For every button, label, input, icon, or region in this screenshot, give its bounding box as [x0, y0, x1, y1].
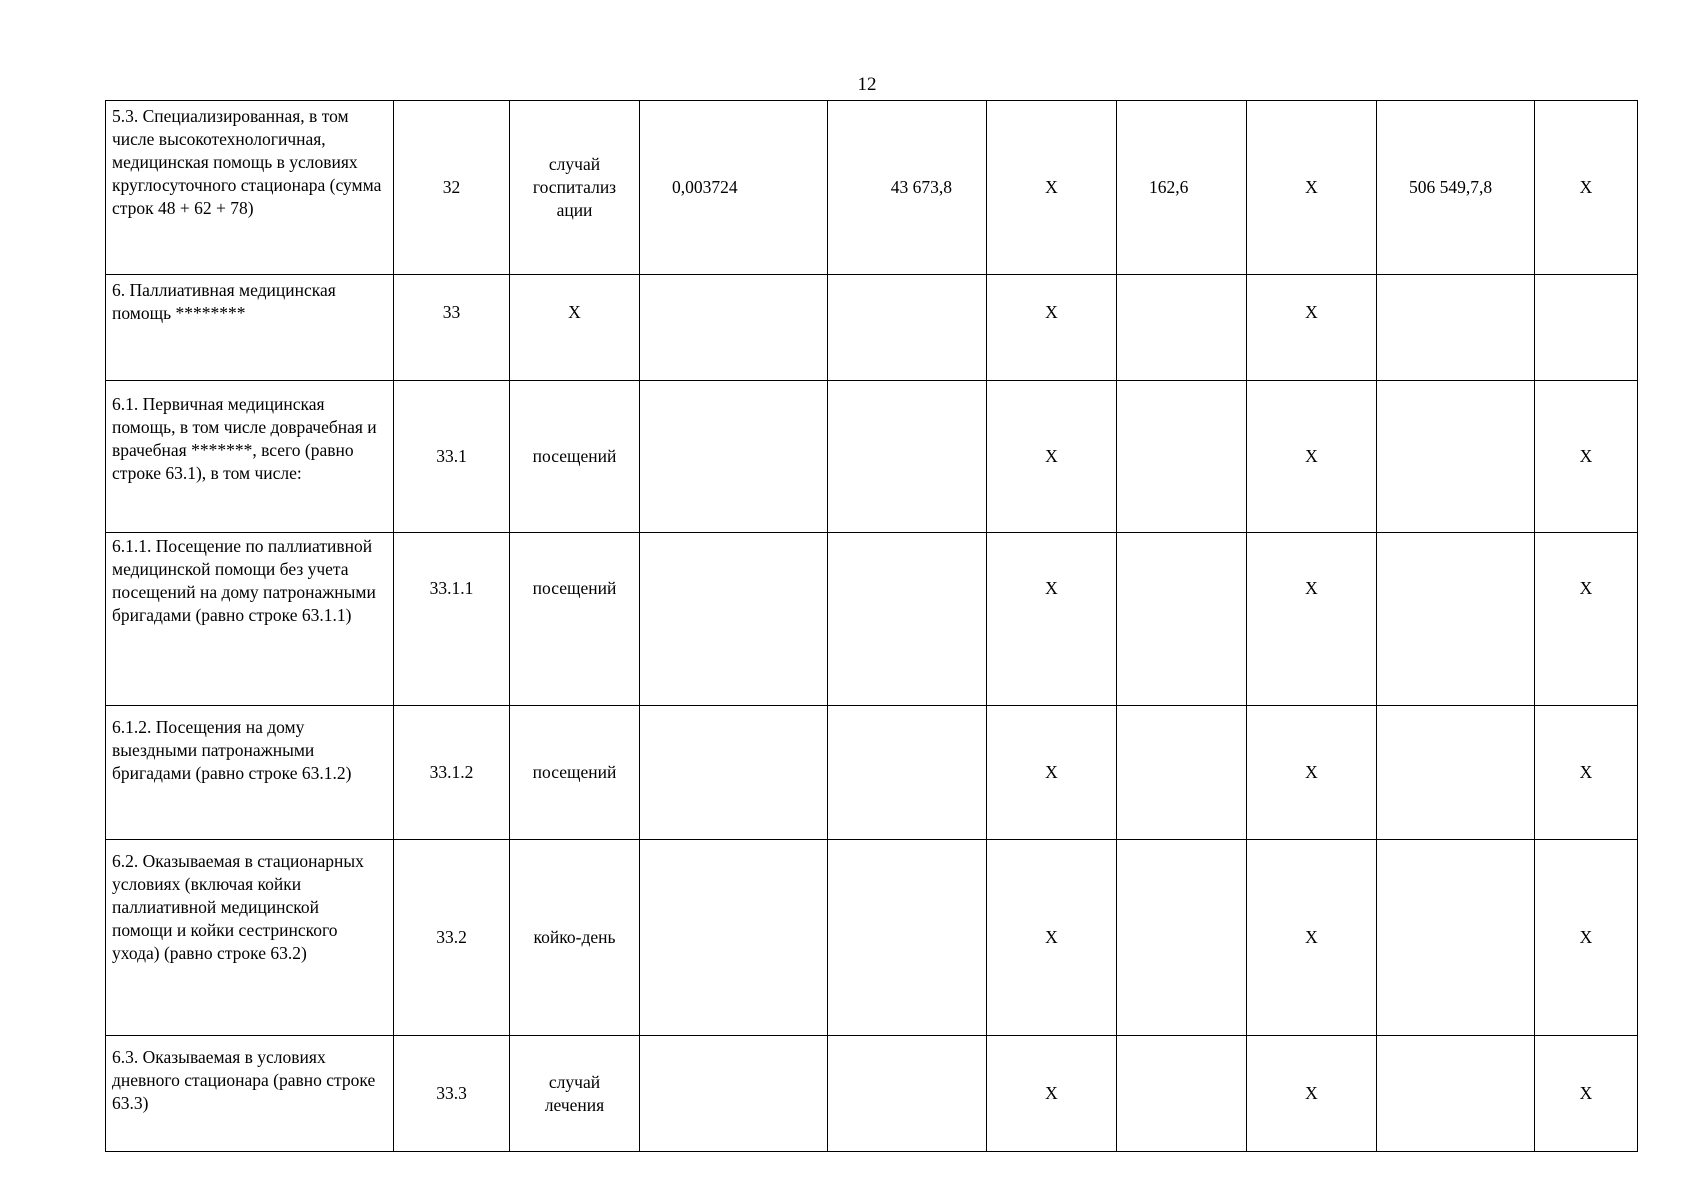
- row-value-cell-10: [1535, 533, 1638, 706]
- row-value-8: Х: [1305, 177, 1318, 197]
- row-value-8: Х: [1305, 927, 1318, 947]
- row-value-cell-5: [828, 1036, 987, 1152]
- row-unit: посещений: [532, 762, 617, 782]
- page-number: 12: [857, 74, 877, 95]
- row-value-cell-10: [1535, 101, 1638, 275]
- row-value-cell-7: [1117, 101, 1247, 275]
- row-value-8: Х: [1305, 302, 1318, 322]
- row-value-cell-4: [640, 381, 828, 533]
- row-line-number-cell: [394, 1036, 510, 1152]
- table-row: [106, 840, 1638, 1036]
- row-value-8: Х: [1305, 1083, 1318, 1103]
- row-line-number: 33.1.2: [429, 762, 474, 782]
- row-value-cell-9: [1377, 381, 1535, 533]
- row-value-cell-4: [640, 840, 828, 1036]
- row-unit-cell: [510, 706, 640, 840]
- row-name-cell: [106, 1036, 394, 1152]
- row-value-cell-5: [828, 275, 987, 381]
- row-value-cell-6: [987, 706, 1117, 840]
- row-name-cell: [106, 101, 394, 275]
- row-value-10: Х: [1579, 1083, 1593, 1103]
- row-value-cell-7: [1117, 706, 1247, 840]
- row-line-number: 33.3: [436, 1083, 467, 1103]
- row-value-cell-5: [828, 706, 987, 840]
- row-value-cell-4: [640, 1036, 828, 1152]
- row-name-cell: [106, 706, 394, 840]
- row-name: 6.3. Оказываемая в условиях дневного стационара (равно строке 63.3): [112, 1047, 376, 1113]
- row-value-cell-9: [1377, 706, 1535, 840]
- row-line-number: 33: [442, 302, 461, 322]
- row-name: 6.1.1. Посещение по паллиативной медицинской помощи без учета посещений на дому патронажными бригадами (равно строке 63.1.1): [112, 536, 376, 625]
- row-unit-cell: [510, 101, 640, 275]
- row-unit: посещений: [532, 578, 617, 598]
- row-value-6: Х: [1045, 1083, 1058, 1103]
- row-value-cell-10: [1535, 840, 1638, 1036]
- row-line-number: 33.1.1: [429, 578, 474, 598]
- row-unit-cell: [510, 533, 640, 706]
- row-value-7: 162,6: [1149, 177, 1189, 197]
- table-row: [106, 1036, 1638, 1152]
- row-line-number-cell: [394, 840, 510, 1036]
- row-value-8: Х: [1305, 446, 1318, 466]
- row-unit: случай лечения: [544, 1071, 605, 1115]
- row-value-10: Х: [1579, 578, 1593, 598]
- row-unit-cell: [510, 840, 640, 1036]
- row-name: 6.1. Первичная медицинская помощь, в том числе доврачебная и врачебная *******, всего (равно строке 63.1), в том числе:: [112, 394, 377, 483]
- row-line-number: 33.1: [436, 446, 467, 466]
- row-value-6: Х: [1045, 302, 1058, 322]
- row-value-10: Х: [1579, 177, 1593, 197]
- table-row: [106, 533, 1638, 706]
- row-value-6: Х: [1045, 762, 1058, 782]
- table-row: [106, 706, 1638, 840]
- row-value-6: Х: [1045, 927, 1058, 947]
- row-value-cell-5: [828, 533, 987, 706]
- row-value-cell-7: [1117, 1036, 1247, 1152]
- row-value-cell-5: [828, 101, 987, 275]
- row-value-10: Х: [1579, 762, 1593, 782]
- row-unit-cell: [510, 381, 640, 533]
- row-value-cell-4: [640, 275, 828, 381]
- row-unit-cell: [510, 275, 640, 381]
- row-name-cell: [106, 533, 394, 706]
- row-line-number-cell: [394, 101, 510, 275]
- row-name-cell: [106, 275, 394, 381]
- row-line-number-cell: [394, 381, 510, 533]
- row-line-number-cell: [394, 275, 510, 381]
- row-name: 6. Паллиативная медицинская помощь ********: [112, 280, 336, 323]
- row-value-cell-7: [1117, 275, 1247, 381]
- row-value-cell-6: [987, 381, 1117, 533]
- row-value-cell-4: [640, 706, 828, 840]
- row-value-cell-7: [1117, 840, 1247, 1036]
- row-name: 6.2. Оказываемая в стационарных условиях (включая койки паллиативной медицинской помощи и койки сестринского ухода) (равно строке 63.2): [112, 851, 364, 963]
- row-name: 6.1.2. Посещения на дому выездными патронажными бригадами (равно строке 63.1.2): [112, 717, 352, 783]
- row-line-number: 33.2: [436, 927, 467, 947]
- row-value-cell-8: [1247, 381, 1377, 533]
- row-value-cell-8: [1247, 533, 1377, 706]
- row-line-number-cell: [394, 533, 510, 706]
- row-value-cell-5: [828, 381, 987, 533]
- row-value-cell-9: [1377, 840, 1535, 1036]
- table-row: [106, 275, 1638, 381]
- row-value-6: Х: [1045, 446, 1058, 466]
- row-value-cell-10: [1535, 275, 1638, 381]
- row-value-cell-9: [1377, 101, 1535, 275]
- row-value-cell-6: [987, 101, 1117, 275]
- row-value-6: Х: [1045, 177, 1058, 197]
- row-value-cell-8: [1247, 101, 1377, 275]
- row-value-cell-7: [1117, 533, 1247, 706]
- row-value-cell-8: [1247, 840, 1377, 1036]
- row-value-cell-4: [640, 101, 828, 275]
- row-line-number-cell: [394, 706, 510, 840]
- row-name-cell: [106, 381, 394, 533]
- row-value-10: Х: [1579, 927, 1593, 947]
- table-row: [106, 101, 1638, 275]
- row-unit: посещений: [532, 446, 617, 466]
- row-value-5: 43 673,8: [890, 177, 952, 197]
- row-value-cell-9: [1377, 1036, 1535, 1152]
- row-value-cell-9: [1377, 533, 1535, 706]
- row-name-cell: [106, 840, 394, 1036]
- row-value-cell-6: [987, 840, 1117, 1036]
- row-value-cell-6: [987, 275, 1117, 381]
- row-value-cell-10: [1535, 706, 1638, 840]
- data-table: [105, 100, 1638, 1152]
- row-value-8: Х: [1305, 578, 1318, 598]
- row-value-cell-6: [987, 533, 1117, 706]
- row-value-cell-5: [828, 840, 987, 1036]
- row-value-cell-9: [1377, 275, 1535, 381]
- row-value-cell-7: [1117, 381, 1247, 533]
- row-value-6: Х: [1045, 578, 1058, 598]
- row-value-cell-6: [987, 1036, 1117, 1152]
- row-name: 5.3. Специализированная, в том числе высокотехнологичная, медицинская помощь в условиях круглосуточного стационара (сумма строк 48 + 62 + 78): [112, 106, 382, 218]
- row-unit-cell: [510, 1036, 640, 1152]
- row-value-10: Х: [1579, 446, 1593, 466]
- row-value-cell-8: [1247, 1036, 1377, 1152]
- row-value-4: 0,003724: [672, 177, 738, 197]
- row-value-8: Х: [1305, 762, 1318, 782]
- row-value-cell-4: [640, 533, 828, 706]
- row-unit: койко-день: [533, 927, 616, 947]
- row-value-cell-10: [1535, 1036, 1638, 1152]
- table-row: [106, 381, 1638, 533]
- row-value-cell-10: [1535, 381, 1638, 533]
- row-value-cell-8: [1247, 275, 1377, 381]
- row-unit: Х: [568, 302, 581, 322]
- row-value-9: 506 549,7,8: [1409, 177, 1493, 197]
- row-value-cell-8: [1247, 706, 1377, 840]
- row-line-number: 32: [442, 177, 461, 197]
- row-unit: случай госпитализ ации: [532, 154, 617, 220]
